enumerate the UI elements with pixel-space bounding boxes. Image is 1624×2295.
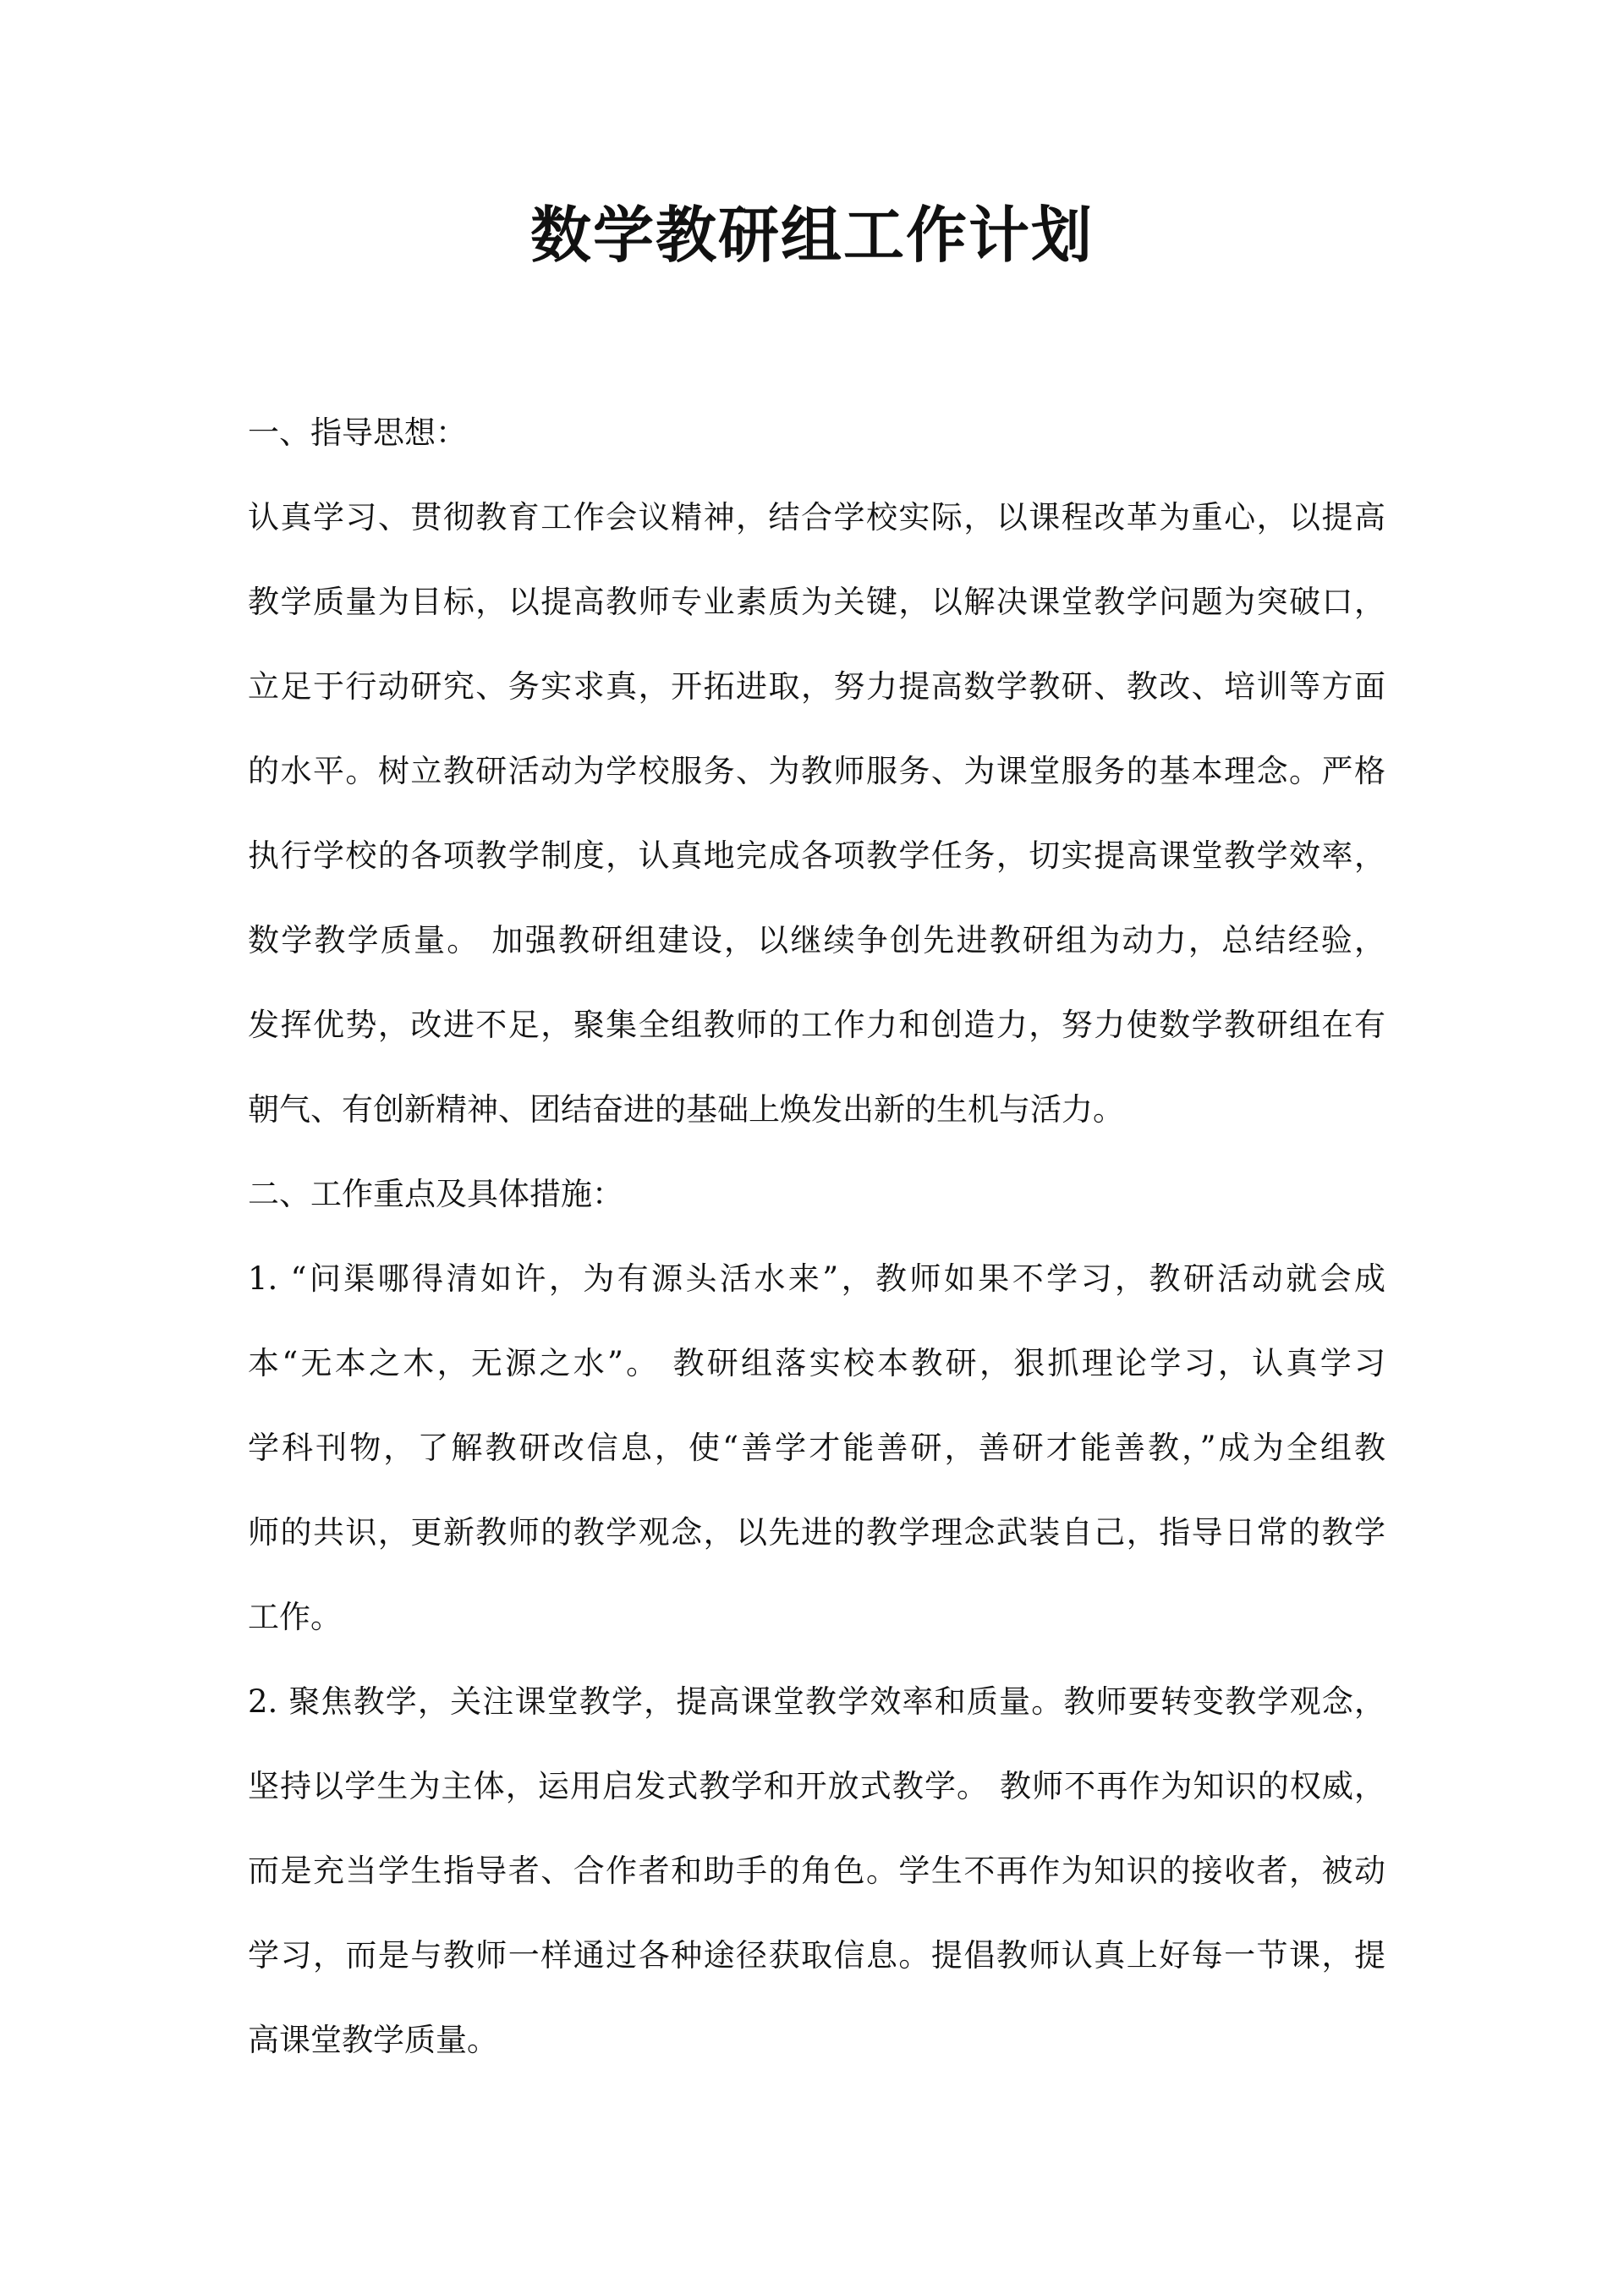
- document-body: [248, 391, 1385, 2083]
- paragraph-line: 立足于行动研究、务实求真，开拓进取，努力提高数学教研、教改、培训等方面: [248, 668, 1385, 705]
- paragraph-line: 朝气、有创新精神、团结奋进的基础上焕发出新的生机与活力。: [248, 1091, 1124, 1128]
- paragraph-line: 数学教学质量。 加强教研组建设，以继续争创先进教研组为动力，总结经验，: [248, 922, 1385, 958]
- paragraph-line: 学科刊物，了解教研改信息，使“善学才能善研，善研才能善教，”成为全组教: [248, 1430, 1385, 1466]
- paragraph-line: 高课堂教学质量。: [248, 2022, 498, 2058]
- paragraph-line: 学习，而是与教师一样通过各种途径获取信息。提倡教师认真上好每一节课，提: [248, 1937, 1385, 1974]
- paragraph-line: 本“无本之木，无源之水”。 教研组落实校本教研，狠抓理论学习，认真学习: [248, 1345, 1385, 1381]
- paragraph-line: 工作。: [248, 1599, 342, 1635]
- paragraph-line: 执行学校的各项教学制度，认真地完成各项教学任务，切实提高课堂教学效率，: [248, 837, 1385, 874]
- paragraph-line: 2. 聚焦教学，关注课堂教学，提高课堂教学效率和质量。教师要转变教学观念，: [248, 1683, 1385, 1720]
- section-heading: 一、指导思想：: [248, 415, 467, 451]
- paragraph-line: 的水平。树立教研活动为学校服务、为教师服务、为课堂服务的基本理念。严格: [248, 753, 1385, 789]
- document-title: 数学教研组工作计划: [529, 199, 1094, 271]
- section-heading: 二、工作重点及具体措施：: [248, 1176, 623, 1212]
- paragraph-line: 坚持以学生为主体，运用启发式教学和开放式教学。 教师不再作为知识的权威，: [248, 1768, 1385, 1804]
- paragraph-line: 发挥优势，改进不足，聚集全组教师的工作力和创造力，努力使数学教研组在有: [248, 1007, 1385, 1043]
- paragraph-line: 1. “问渠哪得清如许，为有源头活水来”，教师如果不学习，教研活动就会成: [248, 1260, 1385, 1297]
- paragraph-line: 认真学习、贯彻教育工作会议精神，结合学校实际，以课程改革为重心，以提高: [248, 499, 1385, 535]
- paragraph-line: 教学质量为目标，以提高教师专业素质为关键，以解决课堂教学问题为突破口，: [248, 584, 1385, 620]
- paragraph-line: 师的共识，更新教师的教学观念，以先进的教学理念武装自己，指导日常的教学: [248, 1514, 1385, 1551]
- paragraph-line: 而是充当学生指导者、合作者和助手的角色。学生不再作为知识的接收者，被动: [248, 1853, 1385, 1889]
